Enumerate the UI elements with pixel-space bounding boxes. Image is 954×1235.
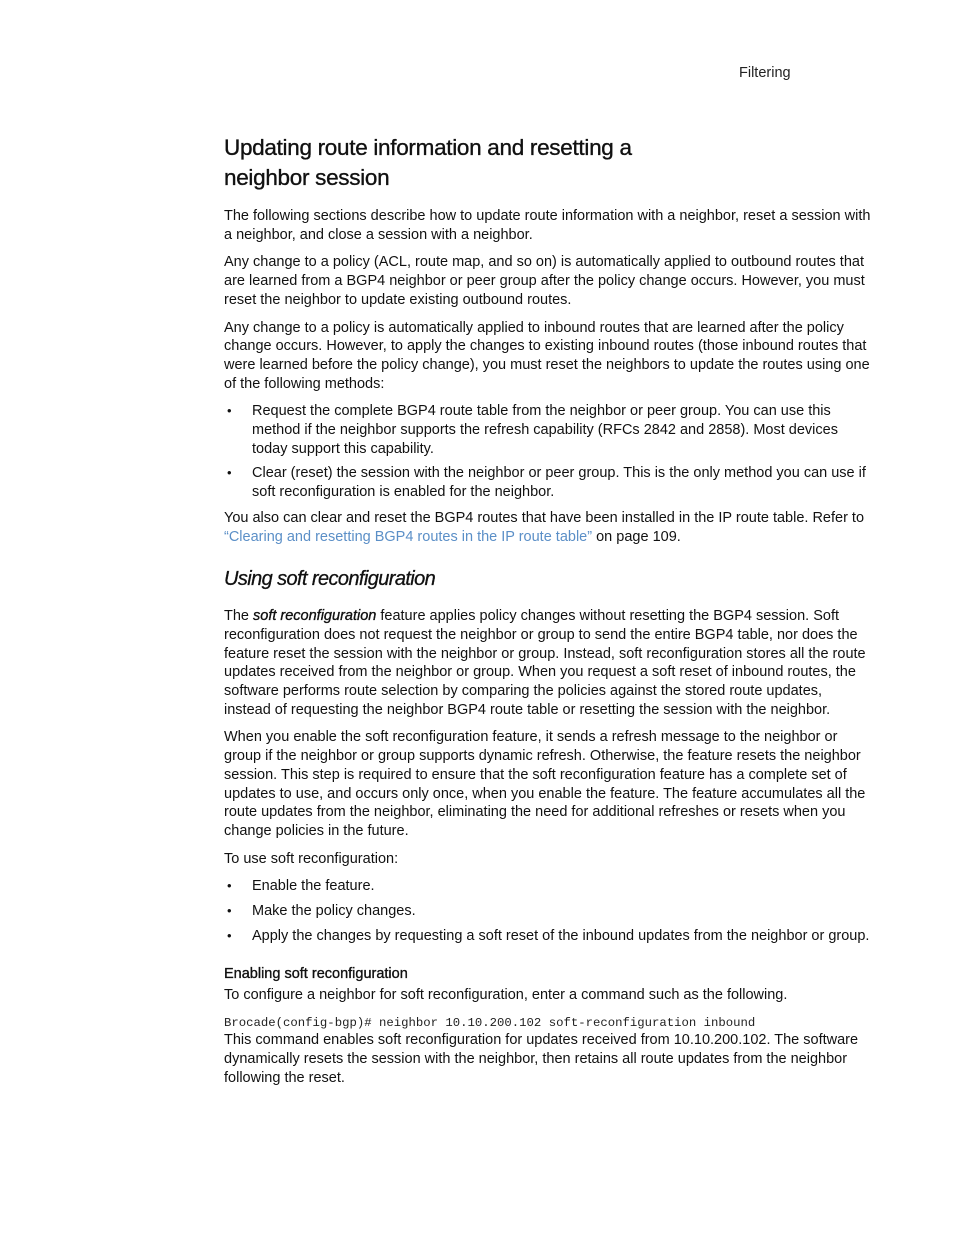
list-item: [224, 927, 872, 946]
bullet-icon: •: [227, 465, 232, 481]
code-example: Brocade(config-bgp)# neighbor 10.10.200.102 soft-reconfiguration inbound: [224, 1016, 756, 1031]
page-content: [224, 133, 872, 1096]
list-item: [224, 402, 872, 458]
soft-steps-list: [224, 877, 872, 945]
soft-paragraph-1: [224, 607, 872, 719]
paragraph-text: The: [224, 608, 254, 625]
section-heading-soft-reconfiguration: Using soft reconfiguration: [224, 568, 436, 591]
list-item-text: Clear (reset) the session with the neighbor or peer group. This is the only method you can use if soft reconfiguration is enabled for the neighbor.: [252, 465, 866, 501]
paragraph-text: feature applies policy changes without resetting the BGP4 session. Soft reconfiguration does not request the neighbor or group to send the entire BGP4 table, nor does the feature reset the session with the neighbor or group. Instead, soft reconfiguration stores all the route updates received from the neighbor or group. When you request a soft reset of inbound routes, the software performs route selection by comparing the policies against the stored route updates, instead of requesting the neighbor BGP4 route table or resetting the session with the neighbor.: [224, 608, 866, 718]
intro-paragraph-4: [224, 509, 872, 546]
list-item: [224, 464, 872, 501]
intro-paragraph-2: Any change to a policy (ACL, route map, and so on) is automatically applied to outbound routes that are learned from a BGP4 neighbor or peer group after the policy change occurs. However, you must reset the neighbor to update existing outbound routes.: [224, 254, 865, 308]
soft-paragraph-2: When you enable the soft reconfiguration feature, it sends a refresh message to the neighbor or group if the neighbor or group supports dynamic refresh. Otherwise, the feature resets the neighbor session. This step is required to ensure that the soft reconfiguration feature has a complete set of updates to use, and occurs only once, when you enable the feature. The feature accumulates all the route updates from the neighbor, eliminating the need for additional refreshes or resets when you change policies in the future.: [224, 729, 866, 839]
running-header: Filtering: [739, 65, 791, 81]
list-item: [224, 877, 872, 896]
bullet-icon: •: [227, 903, 232, 919]
paragraph-text: on page 109.: [592, 528, 681, 545]
list-item-text: Make the policy changes.: [252, 903, 416, 920]
bullet-icon: •: [227, 878, 232, 894]
list-item: [224, 902, 872, 921]
enabling-paragraph-1: To configure a neighbor for soft reconfiguration, enter a command such as the following.: [224, 986, 788, 1003]
intro-paragraph-3: Any change to a policy is automatically applied to inbound routes that are learned after the policy change occurs. However, to apply the changes to existing inbound routes (those inbound routes that were learned before the policy change), you must reset the neighbors to update the routes using one of the following methods:: [224, 319, 870, 392]
list-item-text: Request the complete BGP4 route table from the neighbor or peer group. You can use this method if the neighbor supports the refresh capability (RFCs 2842 and 2858). Most devices today support this capability.: [252, 403, 838, 457]
cross-reference-link[interactable]: “Clearing and resetting BGP4 routes in the IP route table”: [224, 528, 593, 545]
bullet-icon: •: [227, 403, 232, 419]
emphasis-term: soft reconfiguration: [253, 608, 377, 625]
bullet-icon: •: [227, 927, 232, 943]
paragraph-text: You also can clear and reset the BGP4 routes that have been installed in the IP route table. Refer to: [224, 509, 865, 526]
subsection-heading-enabling: Enabling soft reconfiguration: [224, 965, 408, 982]
reset-methods-list: [224, 402, 872, 502]
enabling-paragraph-2: This command enables soft reconfiguration for updates received from 10.10.200.102. The software dynamically resets the session with the neighbor, then retains all route updates from the neighbor following the reset.: [224, 1032, 859, 1086]
soft-paragraph-3: To use soft reconfiguration:: [224, 850, 399, 867]
list-item-text: Enable the feature.: [252, 878, 375, 895]
page-title: Updating route information and resetting a neighbor session: [224, 135, 632, 190]
intro-paragraph-1: The following sections describe how to update route information with a neighbor, reset a session with a neighbor, and close a session with a neighbor.: [224, 208, 871, 243]
list-item-text: Apply the changes by requesting a soft reset of the inbound updates from the neighbor or group.: [252, 927, 870, 944]
